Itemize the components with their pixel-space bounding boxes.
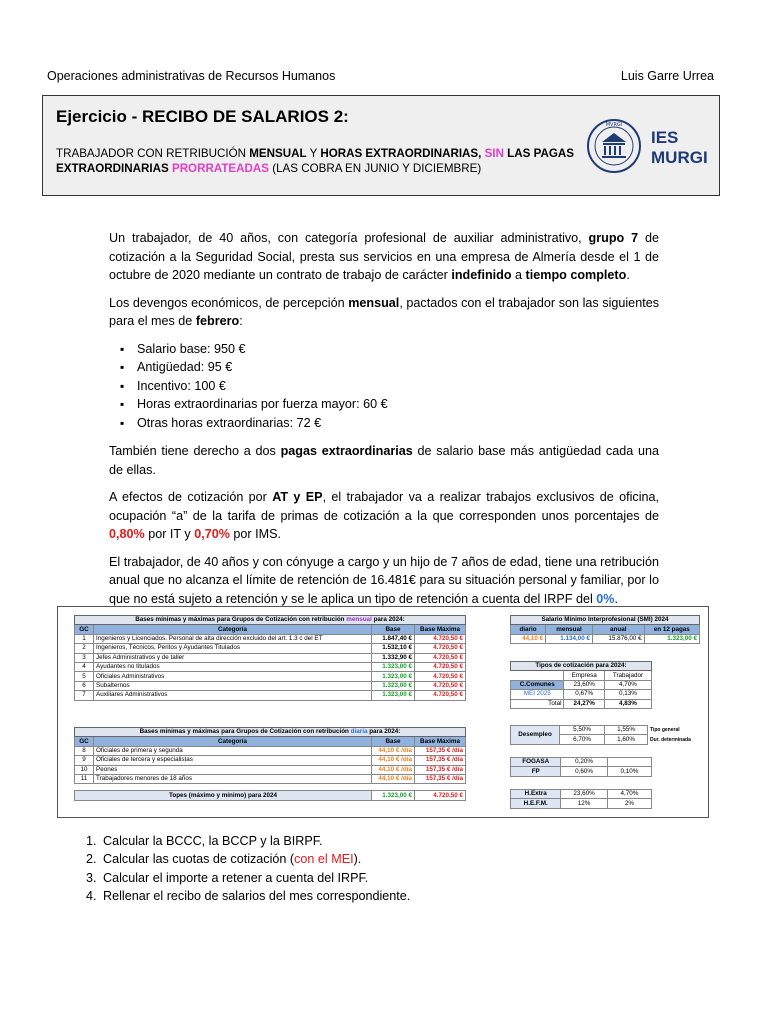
col-anual: anual (592, 625, 644, 634)
list-item: ▪ Incentivo: 100 € (137, 377, 659, 396)
table-row: H.E.F.M. 12% 2% (511, 799, 652, 808)
col-gc: GC (75, 737, 94, 746)
header-author: Luis Garre Urrea (620, 69, 714, 83)
table-fogasa-fp (510, 757, 652, 777)
col-categoria: Categoría (94, 625, 372, 634)
table-caption: Salario Mínimo Interprofesional (SMI) 2024 (511, 616, 700, 625)
table-caption: Bases mínimas y máximas para Grupos de Cotización con retribución diaria para 2024: (75, 728, 466, 737)
table-row: 8 Oficiales de primera y segunda 44,10 € /día 157,35 € /día (75, 746, 466, 755)
cotizacion-tables (57, 606, 709, 818)
svg-text:MVRGI: MVRGI (605, 122, 623, 128)
paragraph-pagas: También tiene derecho a dos pagas extraordinarias de salario base más antigüedad cada una de ellas. (109, 444, 659, 477)
col-12-pagas: en 12 pagas (644, 625, 699, 634)
col-base-max: Base Máxima (415, 737, 466, 746)
task-list (78, 832, 410, 906)
col-base: Base (372, 625, 415, 634)
list-item: ▪ Horas extraordinarias por fuerza mayor: 60 € (137, 395, 659, 414)
table-row: H.Extra 23,60% 4,70% (511, 790, 652, 799)
table-row: 6 Subalternos 1.323,00 € 4.720,50 € (75, 681, 466, 690)
table-row: FOGASA 0,20% (511, 758, 652, 767)
list-item: ▪ Otras horas extraordinarias: 72 € (137, 414, 659, 433)
school-logo (583, 118, 713, 170)
table-row: Desempleo 5,50% 1,55% Tipo general (511, 726, 700, 735)
table-row: 11 Trabajadores menores de 18 años 44,10 € /día 157,35 € /día (75, 774, 466, 783)
table-row: 9 Oficiales de tercera y especialistas 44,10 € /día 157,35 € /día (75, 756, 466, 765)
table-row: MEI 2025 0,67% 0,13% (511, 690, 652, 699)
school-seal-icon (583, 118, 645, 174)
table-row: 7 Auxiliares Administrativos 1.323,00 € 4.720,50 € (75, 691, 466, 700)
paragraph-worker: Un trabajador, de 40 años, con categoría profesional de auxiliar administrativo, grupo 7 de cotización a la Seguridad Social, presta sus servicios en una empresa de Almería desde el 1 de octubre de 2020 mediante un contrato de trabajo de carácter indefinido a tiempo completo. (109, 231, 659, 282)
paragraph-devengos: Los devengos económicos, de percepción mensual, pactados con el trabajador son las siguientes para el mes de febrero: (109, 295, 659, 328)
table-horas-extra (510, 789, 652, 809)
exercise-statement (109, 229, 659, 617)
table-row: 1 Ingenieros y Licenciados. Personal de alta dirección excluido del art. 1.3 c del ET 1.847,40 € 4.720,50 € (75, 634, 466, 643)
list-item: 3. Calcular el importe a retener a cuenta del IRPF. (100, 869, 410, 887)
table-bases-diaria (74, 727, 466, 801)
table-bases-mensual (74, 615, 466, 701)
table-caption: Bases mínimas y máximas para Grupos de Cotización con retribución mensual para 2024: (75, 616, 466, 625)
table-row: 6,70% 1,60% Dur. determinada (511, 735, 700, 744)
devengos-list (109, 340, 659, 433)
paragraph-atep: A efectos de cotización por AT y EP, el trabajador va a realizar trabajos exclusivos de oficina, ocupación “a” de la tarifa de primas de cotización a la que corresponden unos porcentajes de 0,80% por IT y 0,70% por IMS. (109, 490, 660, 541)
list-item: 1. Calcular la BCCC, la BCCP y la BIRPF. (100, 832, 410, 850)
school-name: IES MURGI (651, 128, 708, 167)
col-categoria: Categoría (94, 737, 372, 746)
col-gc: GC (75, 625, 94, 634)
table-smi (510, 615, 700, 644)
col-mensual: mensual (546, 625, 593, 634)
exercise-title: Ejercicio - RECIBO DE SALARIOS 2: (56, 107, 349, 126)
header-course: Operaciones administrativas de Recursos Humanos (47, 69, 336, 83)
paragraph-irpf: El trabajador, de 40 años y con cónyuge a cargo y un hijo de 7 años de edad, tiene una retribución anual que no alcanza el límite de retención de 16.481€ para su situación personal y familiar, por lo que no está sujeto a retención y se le aplica un tipo de retención a cuenta del IRPF del 0%. (109, 554, 659, 606)
list-item: 4. Rellenar el recibo de salarios del mes correspondiente. (100, 887, 410, 905)
table-row: 3 Jefes Administrativos y de taller 1.332,90 € 4.720,50 € (75, 653, 466, 662)
col-diario: diario (511, 625, 546, 634)
table-row: Total 24,27% 4,83% (511, 699, 652, 708)
list-item: ▪ Antigüedad: 95 € (137, 358, 659, 377)
table-desempleo (510, 725, 700, 745)
table-tipos: Tipos de cotización para 2024: Empresa Trabajador C.Comunes 23,60% 4,70% MEI 2025 0,67% 0,13% Total 24,27% 4,83% (510, 661, 652, 709)
table-row: FP 0,60% 0,10% (511, 767, 652, 776)
col-base-max: Base Máxima (415, 625, 466, 634)
table-row: 5 Oficiales Administrativos 1.323,00 € 4.720,50 € (75, 672, 466, 681)
list-item: ▪ Salario base: 950 € (137, 340, 659, 359)
list-item: 2. Calcular las cuotas de cotización (con el MEI). (100, 850, 410, 868)
table-row: 4 Ayudantes no titulados 1.323,00 € 4.720,50 € (75, 662, 466, 671)
table-row: 10 Peones 44,10 € /día 157,35 € /día (75, 765, 466, 774)
table-row: C.Comunes 23,60% 4,70% (511, 680, 652, 689)
col-base: Base (372, 737, 415, 746)
topes-row: Topes (máximo y mínimo) para 2024 1.323,00 € 4.720,50 € (75, 791, 466, 800)
table-caption: Tipos de cotización para 2024: (511, 662, 652, 671)
title-box (42, 95, 720, 196)
table-row: 44,10 € 1.134,00 € 15.876,00 € 1.323,00 € (511, 634, 700, 643)
table-row: 2 Ingenieros, Técnicos, Peritos y Ayudantes Titulados 1.532,10 € 4.720,50 € (75, 644, 466, 653)
exercise-subtitle: TRABAJADOR CON RETRIBUCIÓN MENSUAL Y HORAS EXTRAORDINARIAS, SIN LAS PAGAS EXTRAORDINARIAS PRORRATEADAS (LAS COBRA EN JUNIO Y DICIEMBRE) (56, 147, 574, 175)
